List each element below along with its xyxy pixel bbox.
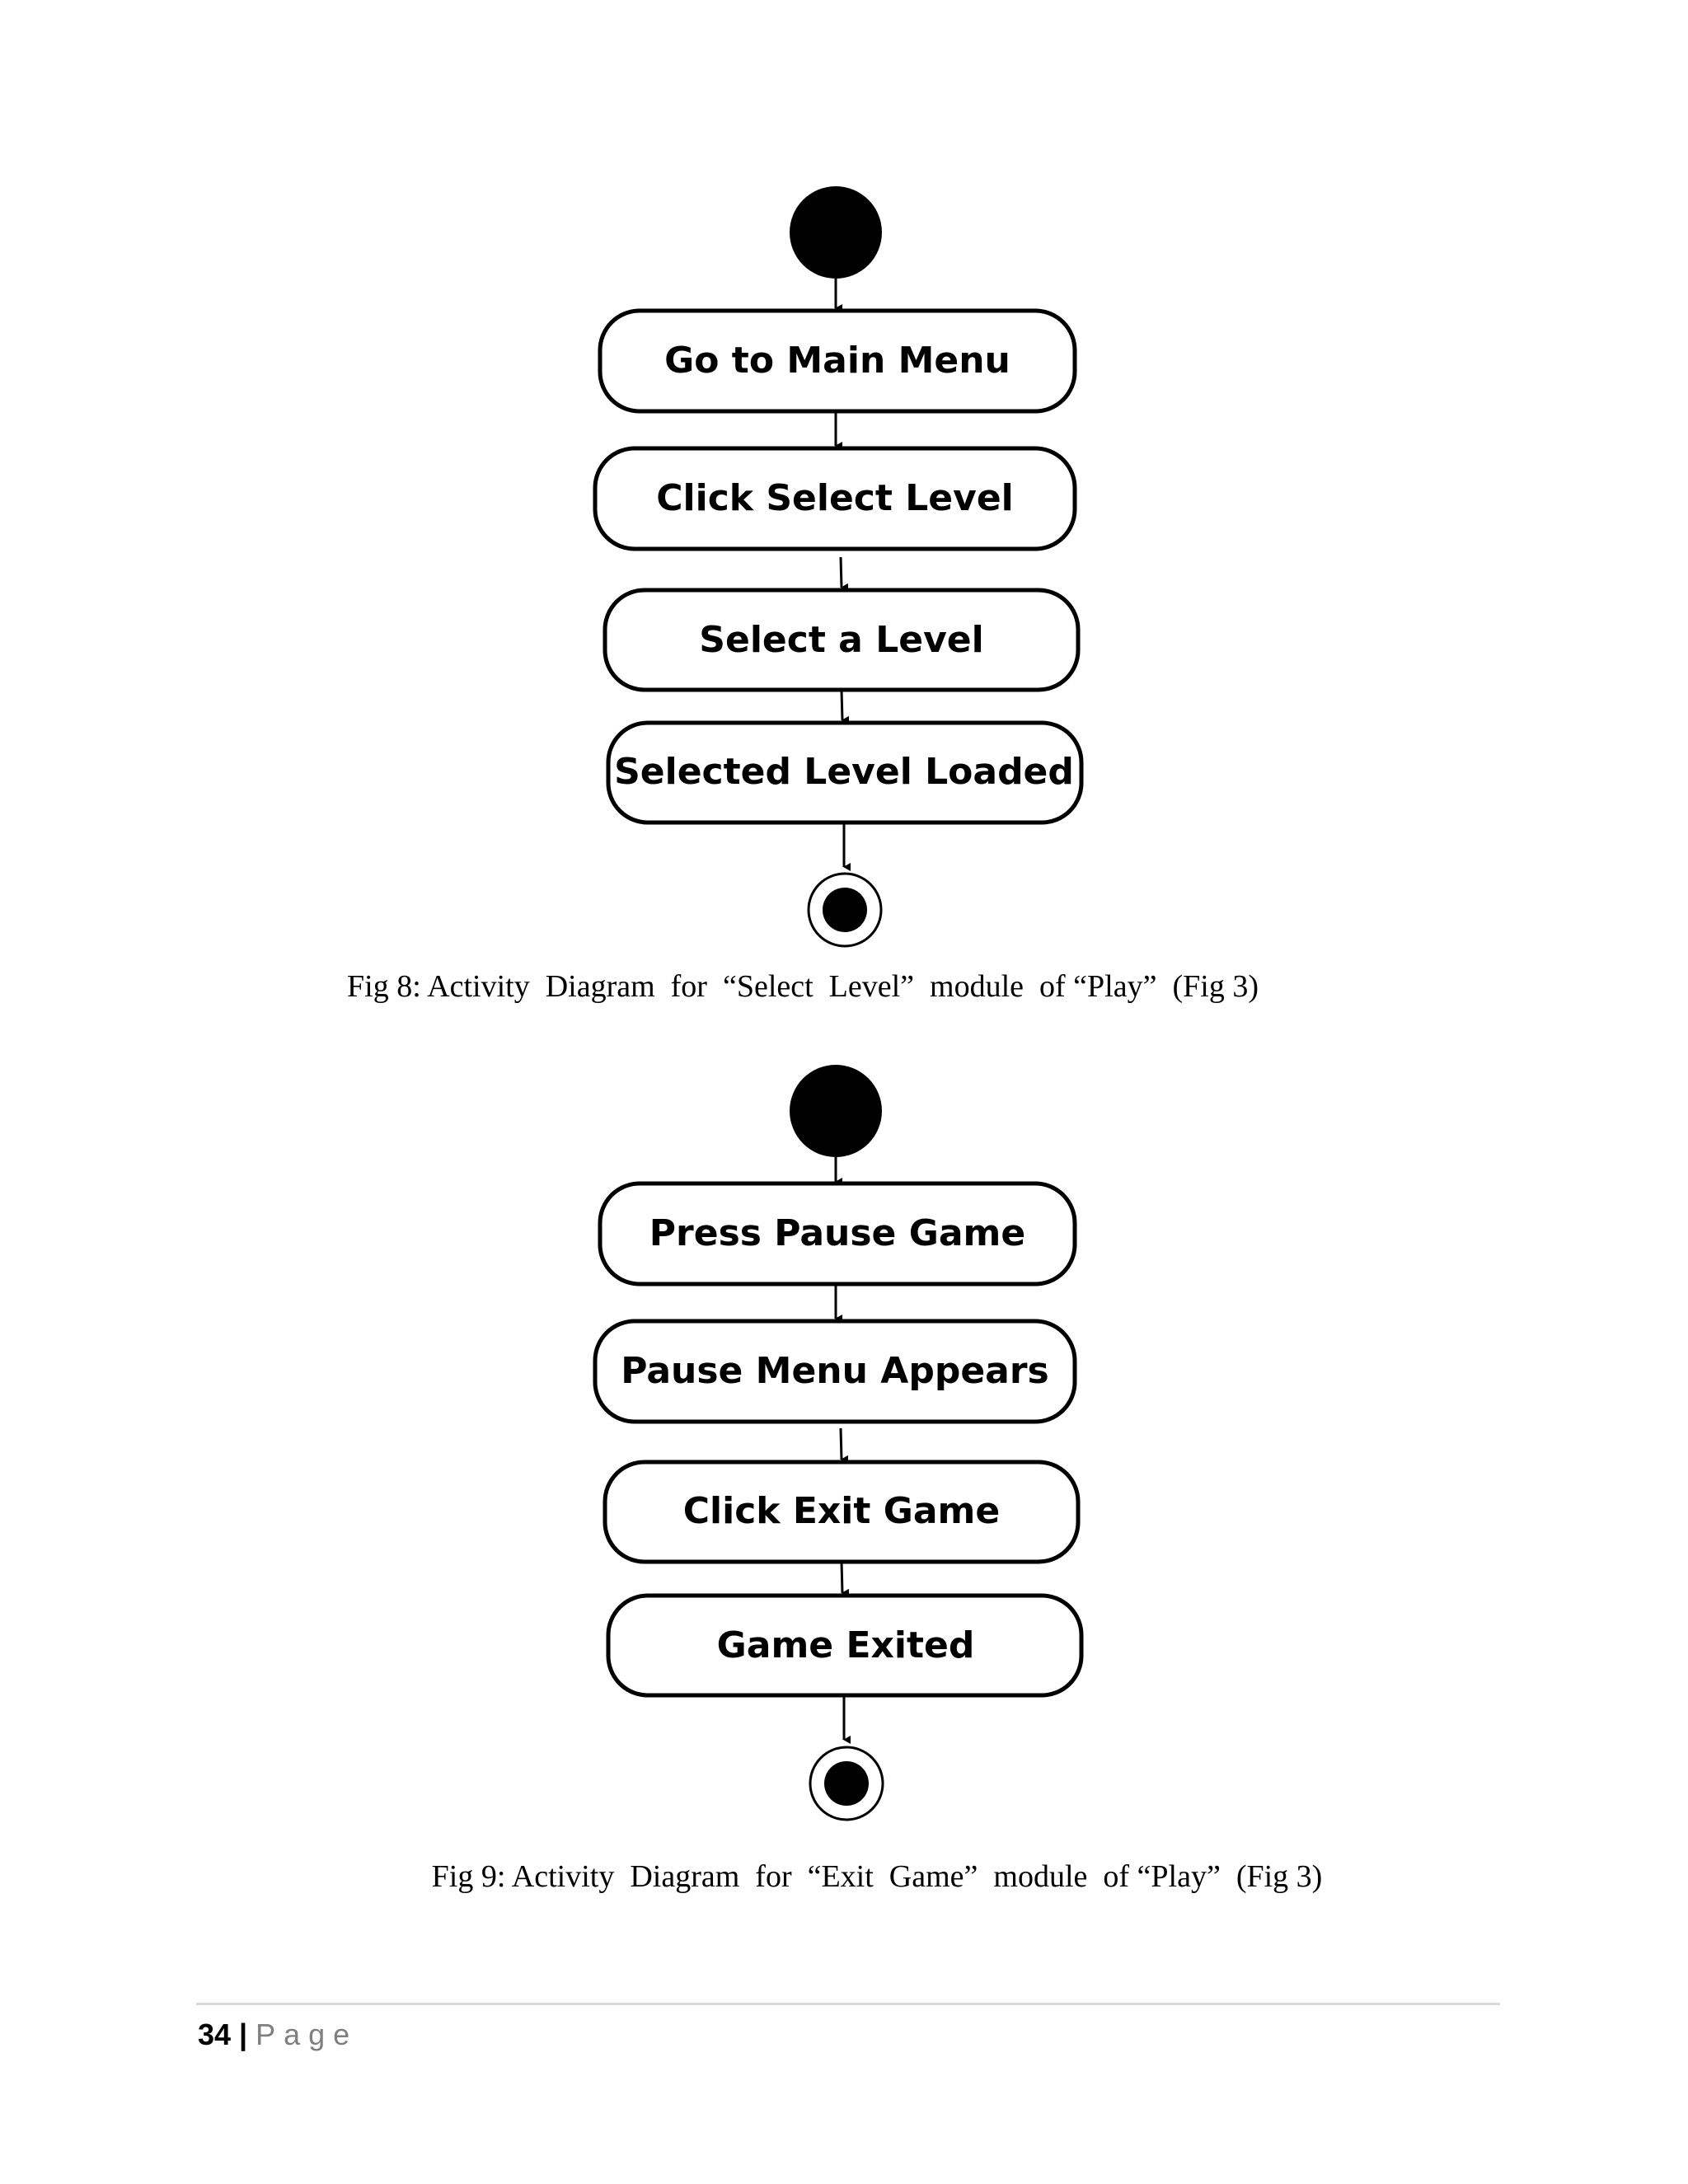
action-label: Press Pause Game	[649, 1212, 1026, 1254]
final-node	[824, 1761, 869, 1806]
initial-node	[790, 186, 882, 279]
page-separator: |	[239, 2018, 248, 2051]
figure-caption: Fig 9: Activity Diagram for “Exit Game” module of “Play” (Fig 3)	[431, 1859, 1323, 1894]
initial-node	[790, 1065, 882, 1157]
action-label: Pause Menu Appears	[621, 1350, 1049, 1392]
page-footer	[198, 2018, 358, 2052]
action-label: Game Exited	[716, 1624, 975, 1666]
figure-caption: Fig 8: Activity Diagram for “Select Level” module of “Play” (Fig 3)	[347, 969, 1259, 1004]
action-label: Select a Level	[699, 619, 984, 661]
final-node	[823, 888, 867, 932]
action-label: Click Select Level	[656, 477, 1014, 519]
page-number: 34	[198, 2018, 232, 2051]
action-label: Click Exit Game	[682, 1490, 1001, 1532]
diagram-exit-game	[595, 1065, 1081, 1820]
flow-arrow	[841, 1428, 842, 1460]
action-label: Go to Main Menu	[664, 340, 1010, 382]
action-label: Selected Level Loaded	[614, 751, 1074, 793]
flow-arrow	[841, 557, 842, 588]
footer-divider	[196, 2003, 1500, 2005]
diagram-select-level	[595, 186, 1081, 946]
page-word: Page	[256, 2018, 359, 2051]
